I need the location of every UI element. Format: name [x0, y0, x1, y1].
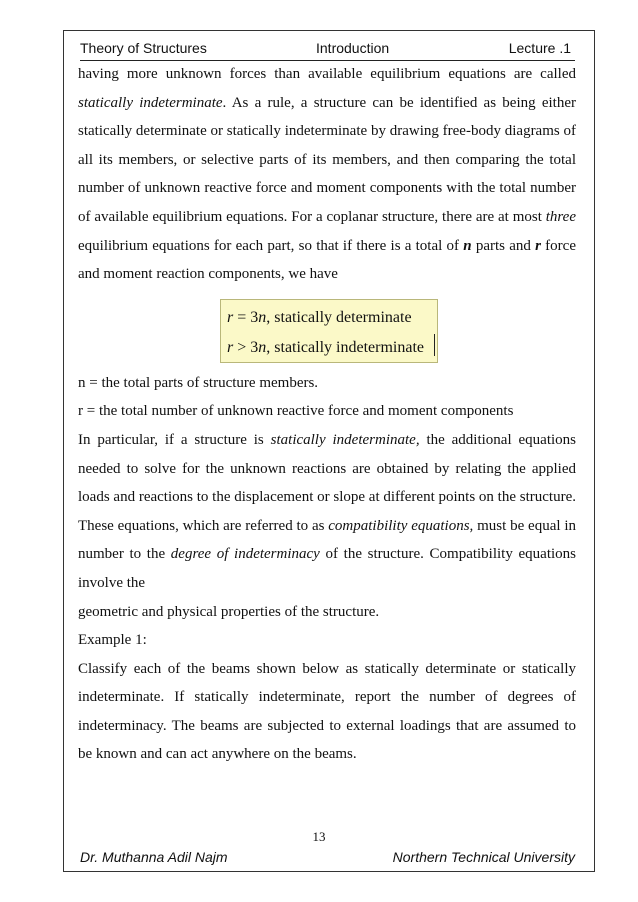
header-section: Introduction	[316, 40, 390, 56]
para2-line2: needed to solve for the unknown reactions are obtained by relating the applied	[78, 460, 576, 477]
para1-line5: number of unknown reactive force and moment components with the total number	[78, 180, 576, 197]
para2-line3: loads and reactions to the displacement or slope at different points on the structure.	[78, 489, 576, 506]
example-line3: indeterminacy. The beams are subjected to external loadings that are assumed to	[78, 717, 576, 734]
page-number: 13	[312, 829, 326, 844]
page-header	[80, 38, 575, 61]
equation-determinate: r = 3n, statically determinate	[227, 308, 412, 326]
para1-line1: having more unknown forces than available equilibrium equations are called	[78, 66, 576, 82]
para1-line8: and moment reaction components, we have	[78, 266, 338, 283]
footer-author: Dr. Muthanna Adil Najm	[80, 849, 228, 865]
example-line1: Classify each of the beams shown below as statically determinate or statically	[78, 660, 576, 677]
equation-indeterminate: r > 3n, statically indeterminate	[227, 338, 424, 356]
page-footer	[80, 849, 575, 869]
page-body	[78, 60, 576, 769]
equation-box	[220, 299, 438, 363]
para1-line7: equilibrium equations for each part, so that if there is a total of n parts and r force	[78, 237, 576, 254]
definition-n: n = the total parts of structure members.	[78, 374, 319, 391]
para2-line7: geometric and physical properties of the structure.	[78, 603, 380, 620]
footer-institution: Northern Technical University	[392, 849, 575, 865]
text-cursor	[434, 334, 435, 356]
header-course-title: Theory of Structures	[80, 40, 207, 56]
definition-r: r = the total number of unknown reactive force and moment components	[78, 403, 514, 420]
para1-line3: statically determinate or statically indeterminate by drawing free-body diagrams of	[78, 123, 576, 140]
example-line2: indeterminate. If statically indeterminate, report the number of degrees of	[78, 689, 576, 706]
example-title: Example 1:	[78, 632, 147, 649]
para2-line4: These equations, which are referred to as compatibility equations, must be equal in	[78, 517, 577, 534]
para1-line2: statically indeterminate. As a rule, a structure can be identified as being either	[78, 94, 576, 111]
para2-line5: number to the degree of indeterminacy of the structure. Compatibility equations	[78, 546, 576, 563]
para1-line4: all its members, or selective parts of its members, and then comparing the total	[78, 151, 576, 168]
para2-line1: In particular, if a structure is statically indeterminate, the additional equations	[78, 431, 576, 448]
para1-line6: of available equilibrium equations. For a coplanar structure, there are at most three	[78, 208, 576, 225]
header-lecture: Lecture .1	[508, 40, 571, 56]
example-line4: be known and can act anywhere on the beams.	[78, 746, 357, 763]
para2-line6: involve the	[78, 574, 146, 591]
